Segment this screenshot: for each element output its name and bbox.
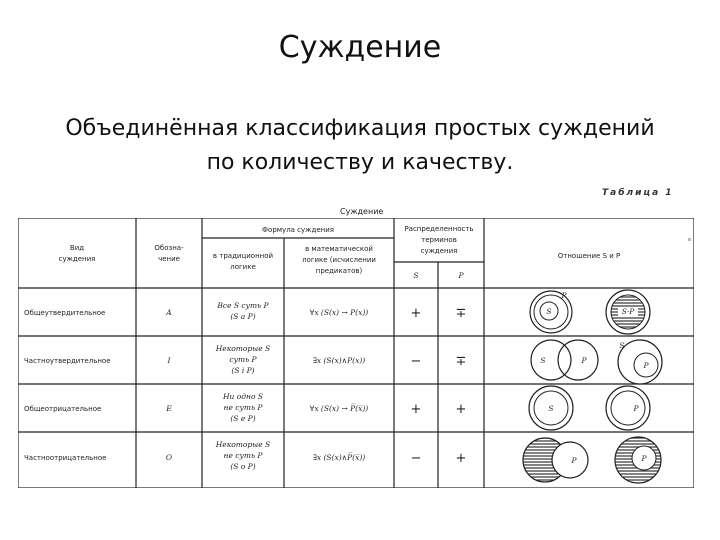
row-traditional-line3: (S o P): [230, 462, 256, 471]
header-relation: Отношение S и P: [557, 252, 621, 260]
row-traditional-line3: (S i P): [231, 366, 255, 375]
header-type-line1: Вид: [69, 244, 85, 252]
subtitle-line-2: по количеству и качеству.: [206, 150, 514, 175]
header-distribution-line1: Распределенность: [404, 225, 474, 233]
row-math-formula: ∀x (S(x) → P(x)): [309, 308, 369, 317]
label-s: S: [548, 404, 554, 413]
circle-outer: [606, 386, 650, 430]
row-traditional-line2: суть P: [229, 355, 257, 364]
row-math-formula: ∃x (S(x)∧P̅(x̅)): [312, 453, 366, 462]
diagram-inclusion: [530, 291, 572, 333]
row-s-distribution: +: [410, 306, 422, 321]
slide-subtitle: [0, 112, 720, 180]
header-math-line1: в математической: [305, 245, 373, 253]
header-p: P: [458, 271, 464, 280]
row-p-distribution: ∓: [455, 306, 467, 321]
diagram-identity: [606, 290, 650, 334]
label-p: P: [561, 291, 567, 300]
row-type: Частноутвердительное: [24, 357, 111, 365]
diagram-inclusion-inverse: [618, 340, 662, 384]
header-math-line2: логике (исчислении: [302, 256, 376, 264]
label-s-p: S·P: [621, 307, 635, 316]
diagram-exclusion-hatched: [615, 437, 661, 483]
table-row: [24, 437, 661, 483]
table-header: [59, 225, 621, 280]
header-type-line2: суждения: [58, 255, 96, 263]
row-traditional-line1: Ни одно S: [222, 392, 264, 401]
circle-p: [558, 340, 598, 380]
circle-p: [552, 442, 588, 478]
diagram-disjoint-left: [529, 386, 573, 430]
label-s: S: [619, 341, 625, 350]
header-distribution-line3: суждения: [420, 247, 458, 255]
diagram-disjoint-right: [606, 386, 650, 430]
table-row: [24, 386, 650, 430]
row-type: Общеотрицательное: [24, 405, 102, 413]
row-traditional-line2: не суть P: [223, 403, 263, 412]
row-math-formula: ∃x (S(x)∧P(x)): [312, 356, 366, 365]
label-p: P: [581, 356, 587, 365]
row-type: Общеутвердительное: [24, 309, 106, 317]
header-traditional-line2: логике: [230, 263, 256, 271]
label-p: P: [641, 454, 647, 463]
row-math-formula: ∀x (S(x) → P̅(x̅)): [309, 404, 369, 413]
row-p-distribution: +: [455, 451, 467, 466]
row-p-distribution: +: [455, 402, 467, 417]
header-traditional-line1: в традиционной: [212, 252, 274, 260]
header-s: S: [413, 271, 419, 280]
label-p: P: [643, 361, 649, 370]
table-label: Таблица 1: [602, 188, 674, 198]
label-s: S: [546, 307, 552, 316]
row-symbol: A: [166, 308, 172, 317]
row-s-distribution: +: [410, 402, 422, 417]
table-row: [24, 340, 662, 384]
row-p-distribution: ∓: [455, 354, 467, 369]
label-p: P: [571, 456, 577, 465]
table-row: [24, 290, 650, 334]
row-s-distribution: −: [410, 451, 422, 466]
classification-table-svg: [18, 218, 694, 488]
header-symbol-line1: Обозна-: [154, 244, 184, 252]
classification-table: [18, 218, 694, 488]
row-symbol: O: [165, 453, 173, 462]
row-s-distribution: −: [410, 354, 422, 369]
row-traditional-line1: Все S суть P: [217, 301, 269, 310]
row-traditional-line1: Некоторые S: [215, 344, 271, 353]
slide-title: Суждение: [278, 30, 442, 65]
label-s: S: [540, 356, 546, 365]
row-traditional-line1: Некоторые S: [215, 440, 271, 449]
subtitle-line-1: Объединённая классификация простых суждений: [65, 116, 655, 141]
diagram-overlap: [531, 340, 598, 380]
row-symbol: I: [167, 356, 171, 365]
header-formula: Формула суждения: [262, 226, 334, 234]
header-symbol-line2: чение: [158, 255, 180, 263]
diagram-partial-exclusion: [523, 438, 588, 482]
circle-s: [531, 340, 571, 380]
row-symbol: E: [166, 404, 172, 413]
row-type: Частноотрицательное: [24, 454, 107, 462]
row-traditional-line2: (S a P): [230, 312, 256, 321]
header-distribution-line2: терминов: [421, 236, 457, 244]
header-math-line3: предикатов): [315, 267, 363, 275]
row-traditional-line2: не суть P: [223, 451, 263, 460]
table-caption: Суждение: [340, 207, 384, 216]
row-traditional-line3: (S e P): [230, 414, 256, 423]
label-p: P: [633, 404, 639, 413]
